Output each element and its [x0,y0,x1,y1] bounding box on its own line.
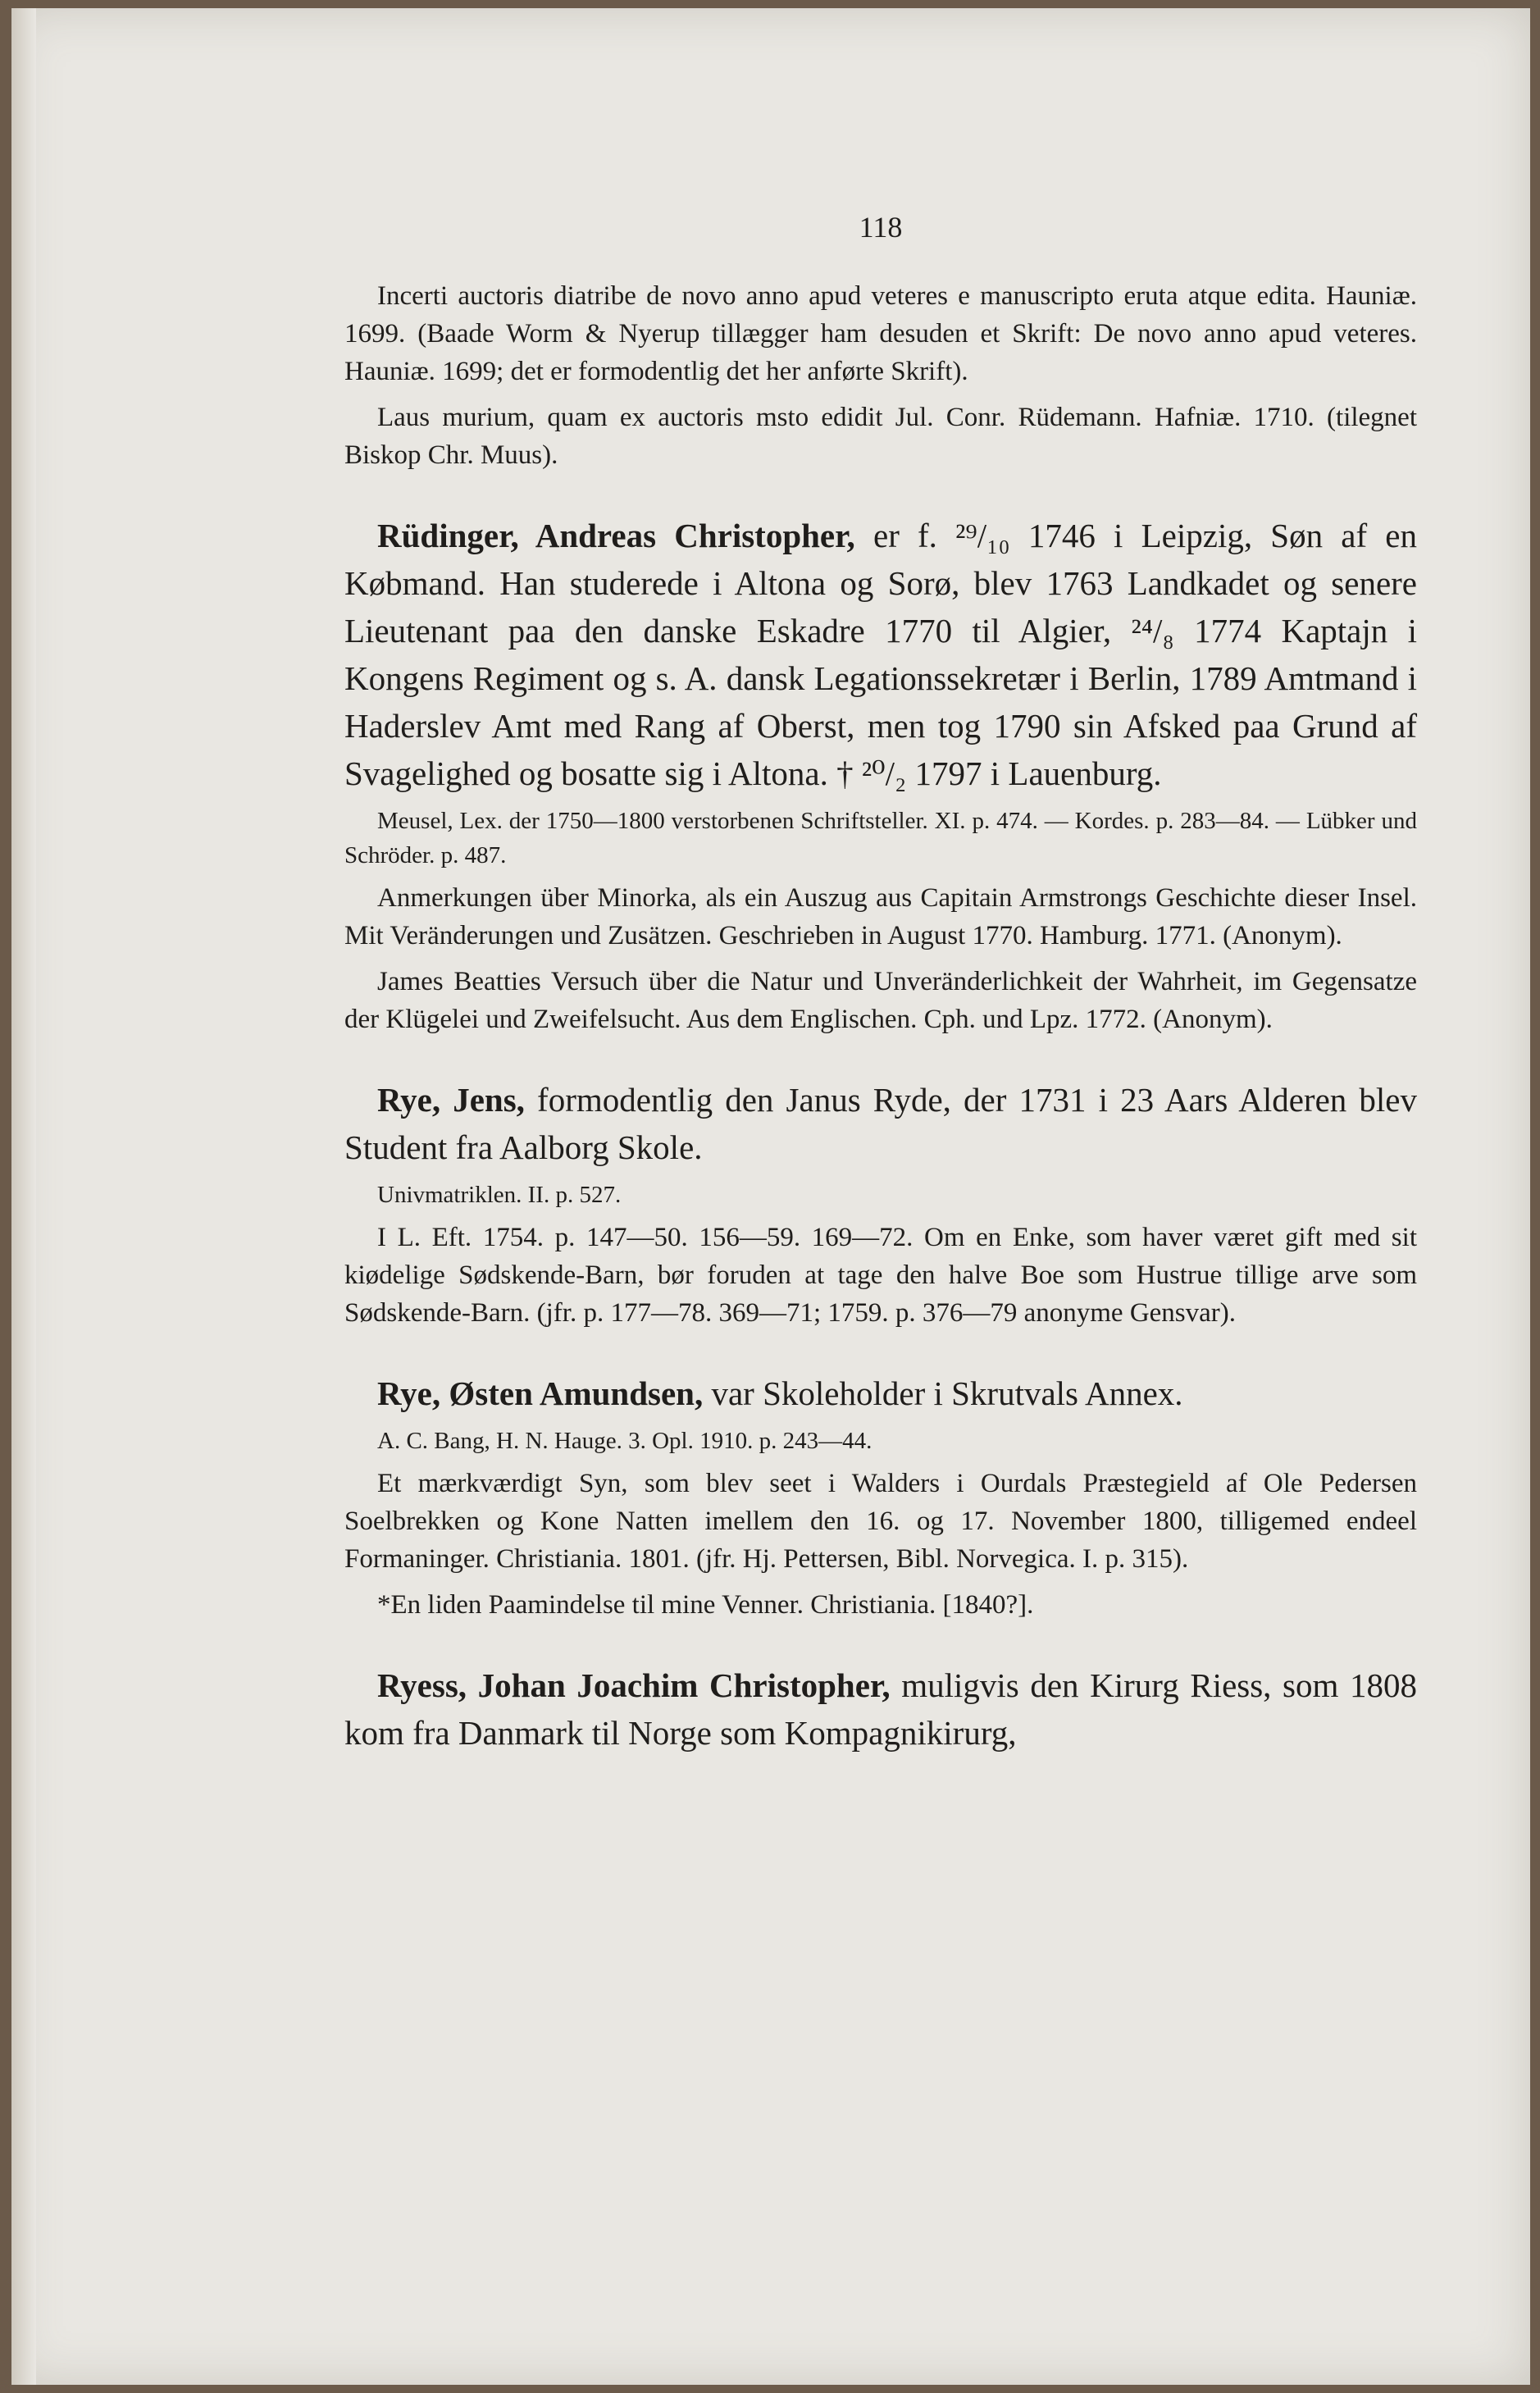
reference: A. C. Bang, H. N. Hauge. 3. Opl. 1910. p. 243—44. [377,1428,873,1454]
paragraph: Laus murium, quam ex auctoris msto edidit Jul. Conr. Rüdemann. Hafniæ. 1710. (tilegnet Biskop Chr. Muus). [344,403,1417,470]
entry-name: Rüdinger, Andreas Christopher, [377,517,855,554]
biography-entry [344,512,1417,797]
book-page [11,8,1530,2385]
biography-entry [344,1370,1417,1417]
entry-name: Rye, Jens, [377,1081,525,1119]
entry-name: Ryess, Johan Joachim Christopher, [377,1666,891,1704]
biography-entry [344,1076,1417,1171]
entry-text: var Skoleholder i Skrutvals Annex. [703,1374,1183,1412]
entry-text: er f. ²⁹/₁₀ 1746 i Leipzig, Søn af en Købmand. Han studerede i Altona og Sorø, blev 1763 Landkadet og senere Lieutenant paa den danske Eskadre 1770 til Algier, ²⁴/₈ 1774 Kaptajn i Kongens Regiment og s. A. dansk Legationssekretær i Berlin, 1789 Amtmand i Haderslev Amt med Rang af Oberst, men tog 1790 sin Afsked paa Grund af Svagelighed og bosatte sig i Altona. † ²⁰/₂ 1797 i Lauenburg. [344,517,1417,792]
paragraph: James Beatties Versuch über die Natur und Unveränderlichkeit der Wahrheit, im Gegensatze der Klügelei und Zweifelsucht. Aus dem Englischen. Cph. und Lpz. 1772. (Anonym). [344,967,1417,1034]
page-spine-shadow [11,8,36,2385]
paragraph: I L. Eft. 1754. p. 147—50. 156—59. 169—72. Om en Enke, som haver været gift med sit kiødelige Sødskende-Barn, bør foruden at tage den halve Boe som Hustrue tillige arve som Sødskende-Barn. (jfr. p. 177—78. 369—71; 1759. p. 376—79 anonyme Gensvar). [344,1223,1417,1328]
entry-name: Rye, Østen Amundsen, [377,1374,704,1412]
paragraph: *En liden Paamindelse til mine Venner. Christiania. [1840?]. [377,1590,1034,1620]
paragraph: Anmerkungen über Minorka, als ein Auszug aus Capitain Armstrongs Geschichte dieser Insel. Mit Veränderungen und Zusätzen. Geschrieben in August 1770. Hamburg. 1771. (Anonym). [344,883,1417,950]
paragraph: Et mærkværdigt Syn, som blev seet i Walders i Ourdals Præstegield af Ole Pedersen Soelbrekken og Kone Natten imellem den 16. og 17. November 1800, tilligemed endeel Formaninger. Christiania. 1801. (jfr. Hj. Pettersen, Bibl. Norvegica. I. p. 315). [344,1469,1417,1574]
biography-entry [344,1661,1417,1757]
page-text [344,211,1417,1763]
paragraph: Incerti auctoris diatribe de novo anno apud veteres e manuscripto eruta atque edita. Hauniæ. 1699. (Baade Worm & Nyerup tillægger ham desuden et Skrift: De novo anno apud veteres. Hauniæ. 1699; det er formodentlig det her anførte Skrift). [344,281,1417,386]
entry-text: formodentlig den Janus Ryde, der 1731 i 23 Aars Alderen blev Student fra Aalborg Skole. [344,1081,1417,1166]
reference: Univmatriklen. II. p. 527. [377,1182,622,1208]
reference: Meusel, Lex. der 1750—1800 verstorbenen Schriftsteller. XI. p. 474. — Kordes. p. 283—84. — Lübker und Schröder. p. 487. [344,808,1417,868]
page-number: 118 [859,211,903,244]
entry-text: muligvis den Kirurg Riess, som 1808 kom fra Danmark til Norge som Kompagnikirurg, [344,1666,1417,1752]
